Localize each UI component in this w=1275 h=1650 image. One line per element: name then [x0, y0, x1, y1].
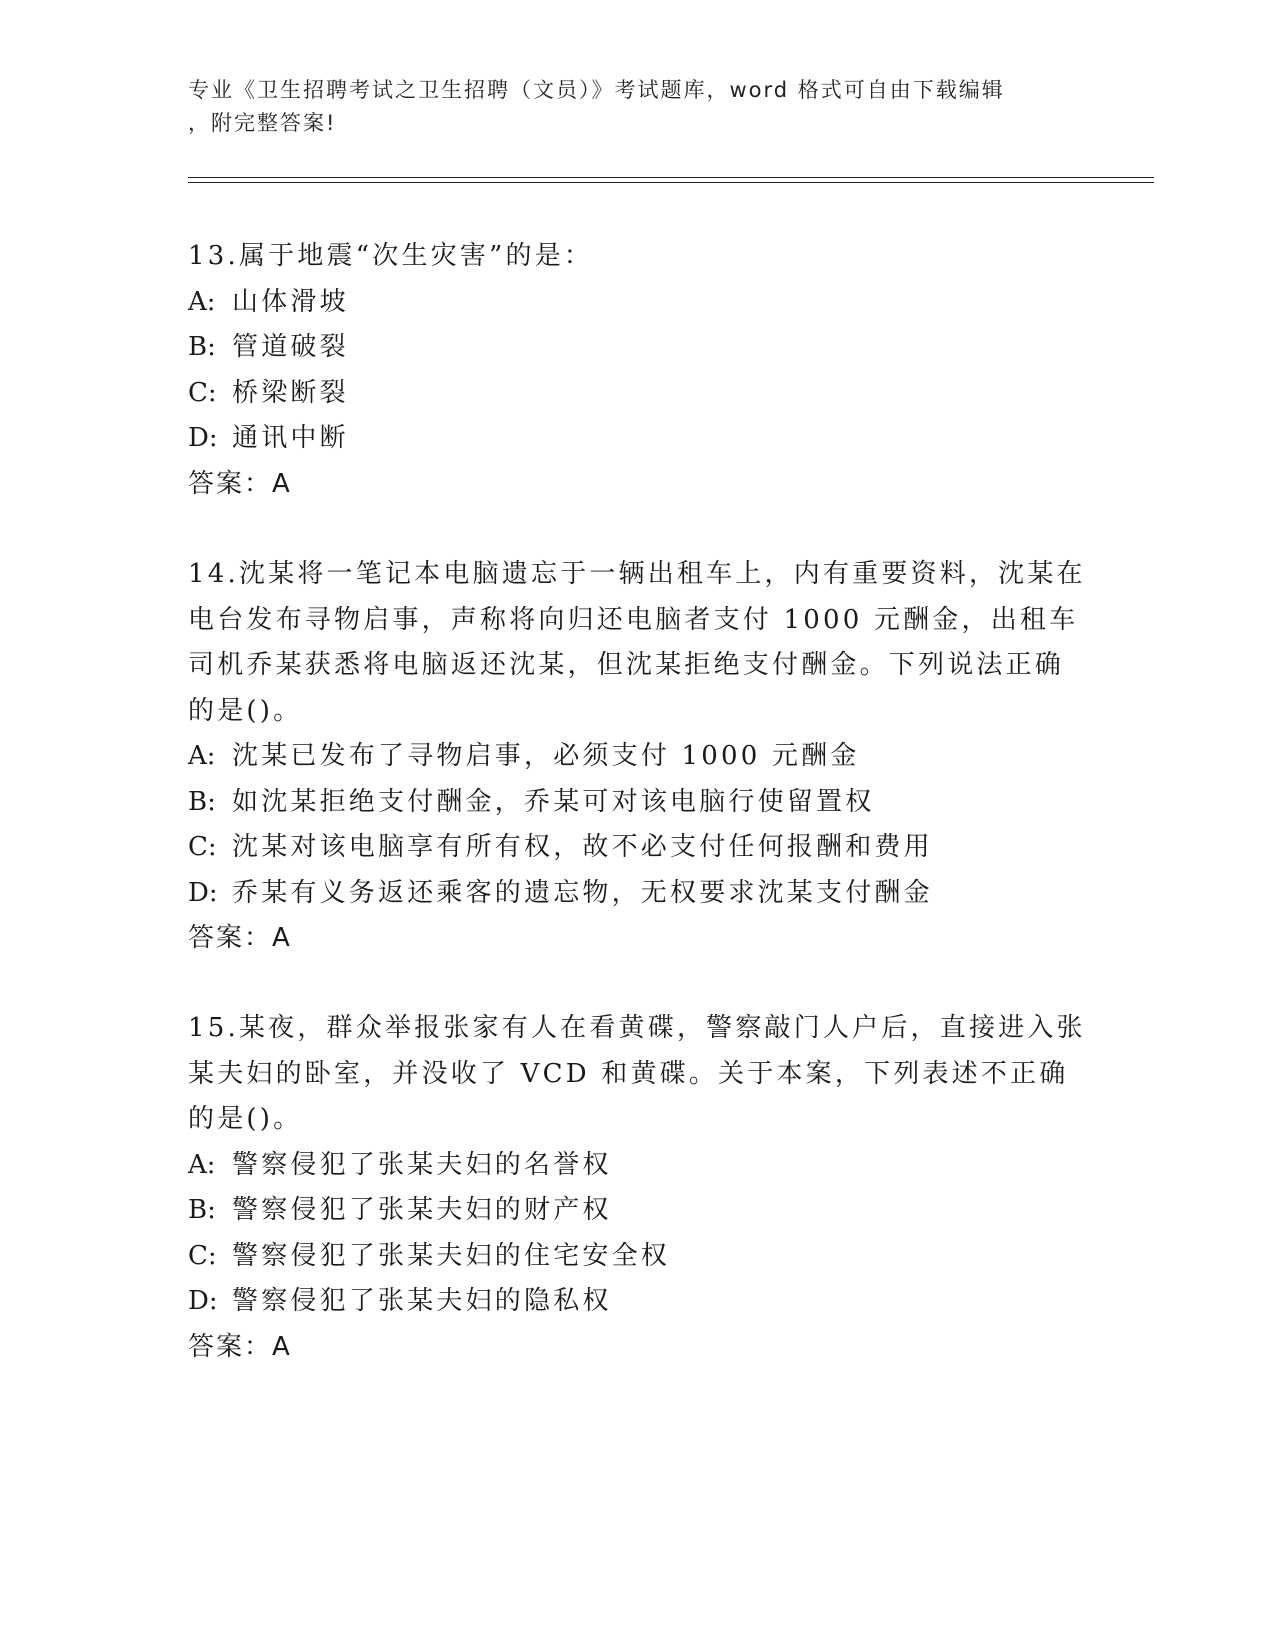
option-a — [188, 734, 1088, 780]
option-c — [188, 371, 1088, 417]
option-key: A: — [188, 741, 216, 771]
answer: 答案：A — [188, 1331, 292, 1362]
header-divider-bottom — [188, 182, 1154, 183]
option-c — [188, 1234, 1088, 1280]
option-text: 沈某对该电脑享有所有权，故不必支付任何报酬和费用 — [232, 832, 933, 862]
option-key: D: — [188, 1286, 218, 1316]
document-header — [188, 74, 1088, 140]
option-text: 如沈某拒绝支付酬金，乔某可对该电脑行使留置权 — [232, 786, 875, 817]
option-key: A: — [188, 286, 216, 317]
option-d — [188, 1279, 1088, 1325]
question-13 — [188, 234, 1088, 507]
option-a — [188, 280, 1088, 326]
option-key: D: — [188, 423, 218, 453]
option-text: 警察侵犯了张某夫妇的住宅安全权 — [232, 1240, 671, 1271]
question-stem: 13.属于地震“次生灾害”的是： — [188, 241, 594, 271]
option-b — [188, 780, 1088, 826]
option-key: B: — [188, 1195, 216, 1225]
question-14 — [188, 552, 1088, 962]
option-text: 桥梁断裂 — [232, 377, 349, 408]
option-key: C: — [188, 832, 217, 862]
option-key: C: — [188, 1240, 217, 1271]
header-line-2: ，附完整答案! — [188, 111, 337, 135]
header-divider-top — [188, 177, 1154, 178]
option-text: 通讯中断 — [232, 423, 349, 453]
option-key: B: — [188, 786, 216, 817]
option-c — [188, 825, 1088, 871]
option-text: 山体滑坡 — [232, 286, 349, 317]
header-line-1: 专业《卫生招聘考试之卫生招聘（文员）》考试题库，word 格式可自由下载编辑 — [188, 78, 1005, 102]
option-a — [188, 1143, 1088, 1189]
answer: 答案：A — [188, 468, 292, 499]
option-d — [188, 871, 1088, 917]
option-text: 乔某有义务返还乘客的遗忘物，无权要求沈某支付酬金 — [232, 877, 933, 908]
option-key: C: — [188, 377, 217, 408]
option-key: A: — [188, 1149, 216, 1180]
option-key: D: — [188, 877, 218, 908]
option-text: 管道破裂 — [232, 332, 349, 362]
option-text: 警察侵犯了张某夫妇的隐私权 — [232, 1286, 612, 1316]
option-text: 警察侵犯了张某夫妇的财产权 — [232, 1195, 612, 1225]
option-text: 沈某已发布了寻物启事，必须支付 1000 元酬金 — [232, 741, 860, 771]
option-text: 警察侵犯了张某夫妇的名誉权 — [232, 1149, 612, 1180]
option-key: B: — [188, 332, 216, 362]
question-stem: 14.沈某将一笔记本电脑遗忘于一辆出租车上，内有重要资料，沈某在电台发布寻物启事，声称将向归还电脑者支付 1000 元酬金，出租车司机乔某获悉将电脑返还沈某，但沈某拒绝支付酬金。下列说法正确的是()。 — [188, 559, 1086, 726]
question-15 — [188, 1006, 1088, 1370]
option-b — [188, 325, 1088, 371]
option-d — [188, 416, 1088, 462]
option-b — [188, 1188, 1088, 1234]
answer: 答案：A — [188, 923, 292, 953]
question-stem: 15.某夜，群众举报张家有人在看黄碟，警察敲门人户后，直接进入张某夫妇的卧室，并没收了 VCD 和黄碟。关于本案，下列表述不正确的是()。 — [188, 1013, 1086, 1134]
